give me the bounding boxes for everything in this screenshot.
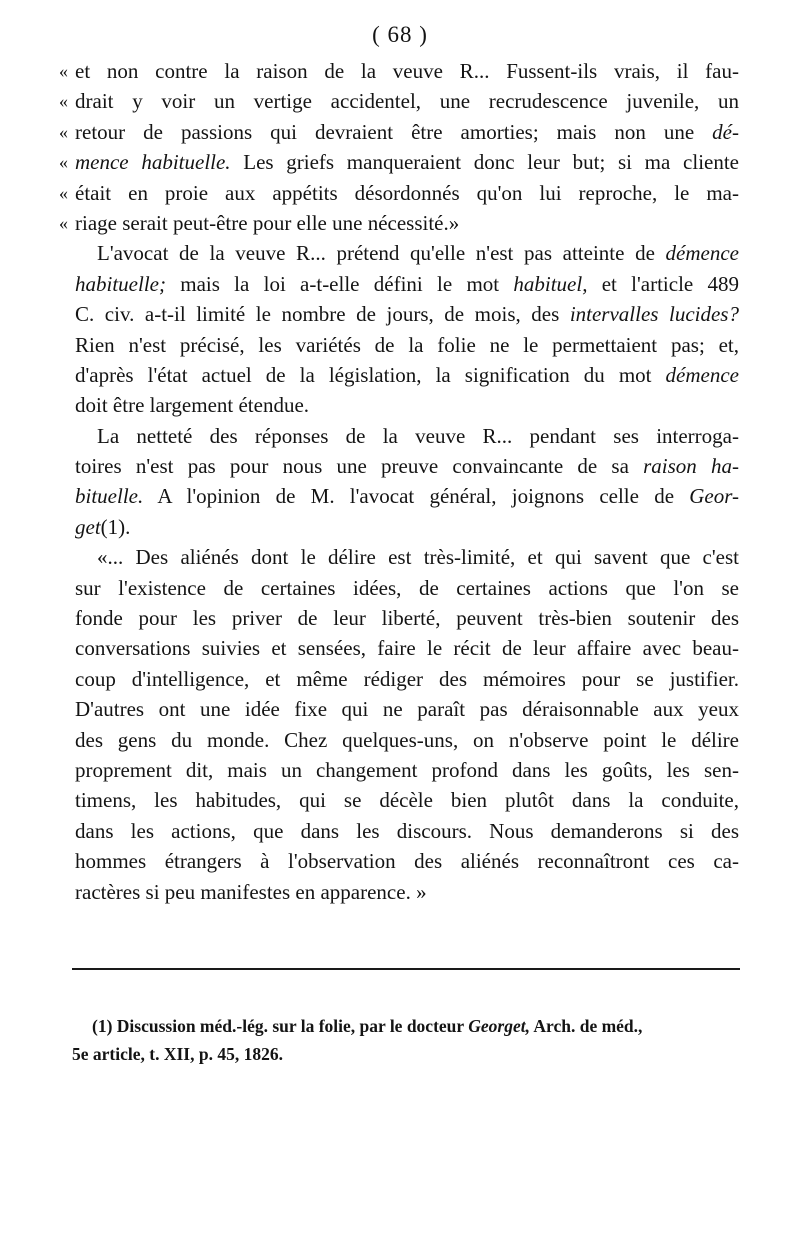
text-line bbox=[75, 877, 739, 907]
text-segment: toires n'est pas pour nous une preuve convaincante de sa bbox=[75, 454, 644, 479]
italic-text: habituel, bbox=[513, 271, 588, 296]
text-line bbox=[75, 390, 739, 420]
text-line bbox=[75, 785, 739, 815]
text-segment: hommes étrangers à l'observation des aliénés reconnaîtront ces ca- bbox=[75, 849, 739, 874]
text-segment: La netteté des réponses de la veuve R... pendant ses interroga- bbox=[97, 423, 739, 448]
text-line bbox=[75, 573, 739, 603]
text-line bbox=[75, 299, 739, 329]
text-line bbox=[75, 603, 739, 633]
italic-text: mence habituelle. bbox=[75, 150, 231, 175]
text-line bbox=[59, 208, 739, 238]
italic-text: Geor- bbox=[689, 484, 739, 509]
text-segment: D'autres ont une idée fixe qui ne paraît pas déraisonnable aux yeux bbox=[75, 697, 739, 722]
quote-mark: « bbox=[59, 91, 68, 112]
quote-mark: « bbox=[59, 182, 68, 203]
text-segment: dans les actions, que dans les discours. Nous demanderons si des bbox=[75, 818, 739, 843]
italic-text: bituelle. bbox=[75, 484, 144, 509]
text-line bbox=[75, 694, 739, 724]
text-line bbox=[75, 816, 739, 846]
text-line bbox=[75, 238, 739, 268]
text-line bbox=[75, 451, 739, 481]
italic-text: dé- bbox=[712, 119, 739, 144]
text-line bbox=[59, 56, 739, 86]
quote-mark: « bbox=[59, 152, 68, 173]
footnote bbox=[72, 1012, 740, 1068]
text-segment: timens, les habitudes, qui se décèle bien plutôt dans la conduite, bbox=[75, 788, 739, 813]
text-segment: Les griefs manqueraient donc leur but; si ma cliente bbox=[230, 150, 740, 175]
italic-text: get bbox=[75, 514, 101, 539]
text-line bbox=[75, 512, 739, 542]
footnote-line bbox=[92, 1012, 740, 1040]
text-line bbox=[59, 117, 739, 147]
text-segment: fonde pour les priver de leur liberté, peuvent très-bien soutenir des bbox=[75, 606, 739, 631]
italic-text: raison ha- bbox=[643, 454, 739, 479]
text-segment: et l'article 489 bbox=[587, 271, 740, 296]
quote-mark: « bbox=[59, 61, 68, 81]
text-segment: ractères si peu manifestes en apparence. » bbox=[75, 879, 427, 904]
text-segment: d'après l'état actuel de la législation, la signification du mot bbox=[75, 362, 666, 387]
italic-text: habituelle; bbox=[75, 271, 166, 296]
text-line bbox=[75, 330, 739, 360]
footnote-text: (1) Discussion méd.-lég. sur la folie, par le docteur bbox=[92, 1016, 469, 1036]
italic-text: intervalles lucides? bbox=[569, 302, 739, 327]
text-segment: et non contre la raison de la veuve R... Fussent-ils vrais, il fau- bbox=[75, 59, 739, 83]
text-line bbox=[75, 846, 739, 876]
text-line bbox=[75, 725, 739, 755]
quote-mark: « bbox=[59, 212, 68, 233]
text-segment: riage serait peut-être pour elle une nécessité.» bbox=[75, 210, 460, 235]
text-segment: était en proie aux appétits désordonnés qu'on lui reproche, le ma- bbox=[75, 180, 739, 205]
footnote-text: Arch. de méd., bbox=[529, 1016, 643, 1036]
text-line bbox=[75, 542, 739, 572]
text-line bbox=[59, 178, 739, 208]
text-line bbox=[75, 664, 739, 694]
text-line bbox=[75, 481, 739, 511]
text-segment: coup d'intelligence, et même rédiger des mémoires pour se justifier. bbox=[75, 666, 739, 691]
text-segment: (1). bbox=[100, 514, 131, 539]
footnote-divider bbox=[72, 968, 740, 970]
text-line bbox=[75, 755, 739, 785]
quote-mark: « bbox=[59, 121, 68, 142]
italic-text: démence bbox=[665, 241, 739, 266]
footnote-author: Georget, bbox=[468, 1016, 530, 1036]
text-segment: Rien n'est précisé, les variétés de la folie ne le permettaient pas; et, bbox=[75, 332, 739, 357]
text-line bbox=[75, 633, 739, 663]
text-segment: retour de passions qui devraient être amorties; mais non une bbox=[75, 119, 713, 144]
text-segment: conversations suivies et sensées, faire le récit de leur affaire avec beau- bbox=[75, 636, 739, 661]
text-segment: proprement dit, mais un changement profond dans les goûts, les sen- bbox=[75, 757, 739, 782]
text-segment: drait y voir un vertige accidentel, une recrudescence juvenile, un bbox=[75, 89, 739, 114]
text-line bbox=[59, 86, 739, 116]
text-segment: C. civ. a-t-il limité le nombre de jours, de mois, des bbox=[75, 302, 570, 327]
text-line bbox=[75, 421, 739, 451]
footnote-line: 5e article, t. XII, p. 45, 1826. bbox=[72, 1044, 283, 1064]
italic-text: démence bbox=[665, 362, 739, 387]
text-segment: des gens du monde. Chez quelques-uns, on n'observe point le délire bbox=[75, 727, 739, 752]
text-segment: mais la loi a-t-elle défini le mot bbox=[165, 271, 514, 296]
text-line bbox=[59, 147, 740, 177]
text-segment: doit être largement étendue. bbox=[75, 393, 310, 418]
text-segment: «... Des aliénés dont le délire est très-limité, et qui savent que c'est bbox=[97, 545, 739, 570]
text-segment: A l'opinion de M. l'avocat général, joignons celle de bbox=[143, 484, 690, 509]
text-line bbox=[75, 269, 739, 299]
text-segment: L'avocat de la veuve R... prétend qu'elle n'est pas atteinte de bbox=[97, 241, 666, 266]
text-line bbox=[75, 360, 739, 390]
main-text bbox=[59, 56, 740, 907]
text-segment: sur l'existence de certaines idées, de certaines actions que l'on se bbox=[75, 575, 739, 600]
page-number: ( 68 ) bbox=[372, 22, 428, 47]
